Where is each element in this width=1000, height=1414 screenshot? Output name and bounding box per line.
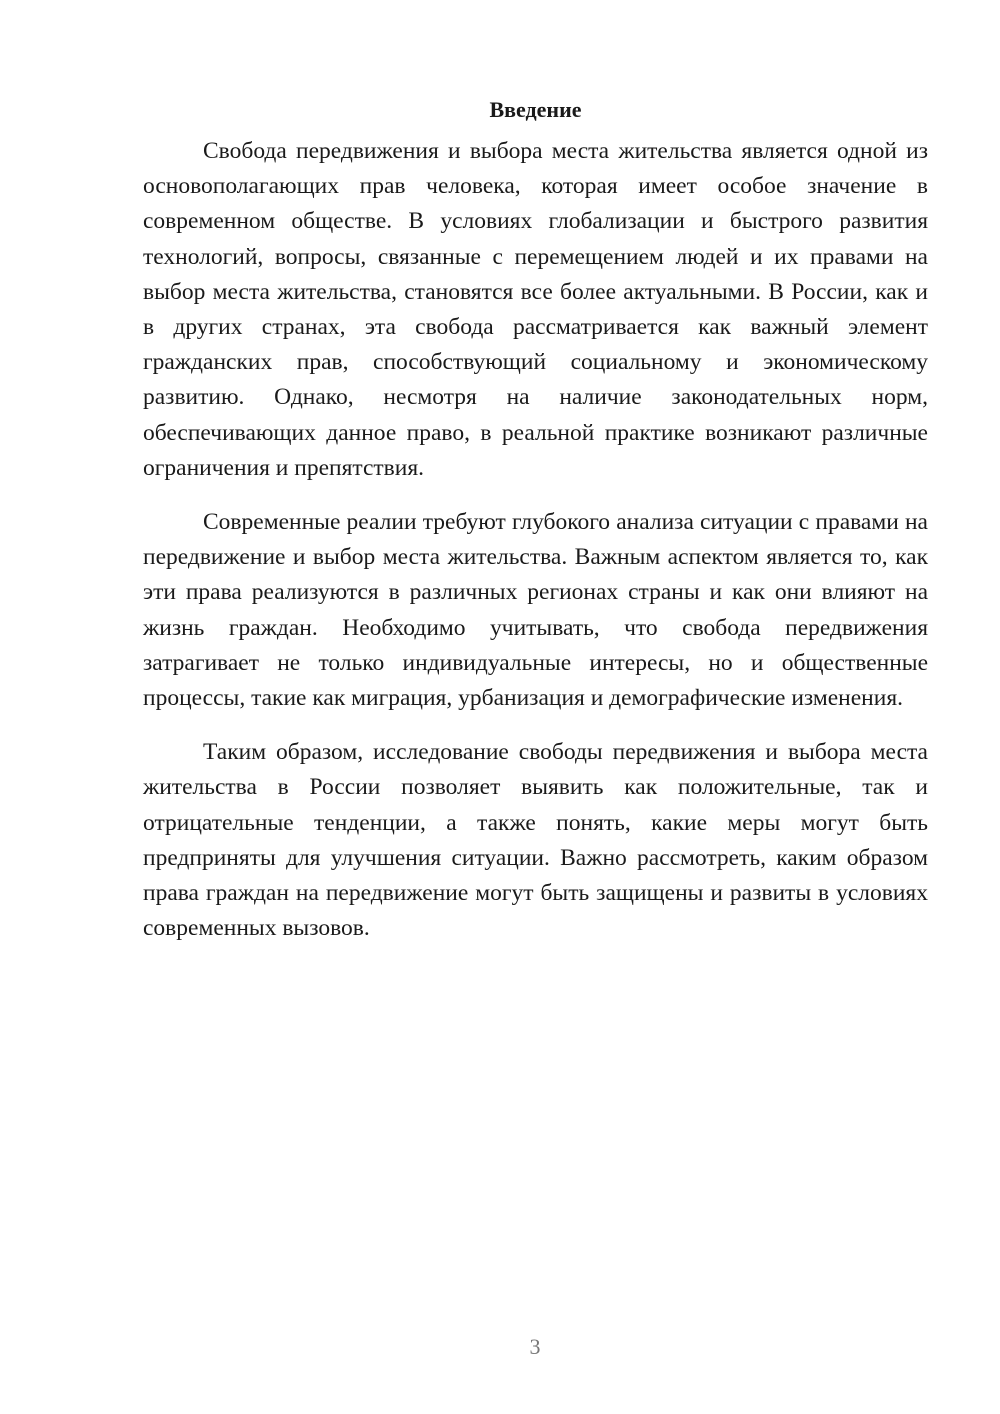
- page-number: 3: [529, 1334, 541, 1359]
- section-title: Введение: [489, 97, 582, 122]
- paragraph-3: Таким образом, исследование свободы передвижения и выбора места жительства в России позволяет выявить как положительные, так и отрицательные тенденции, а также понять, какие меры могут быть предприняты для улучшения ситуации. Важно рассмотреть, каким образом права граждан на передвижение могут быть защищены и развиты в условиях современных вызовов.: [143, 739, 928, 942]
- paragraph-1: Свобода передвижения и выбора места жительства является одной из основополагающих прав человека, которая имеет особое значение в современном обществе. В условиях глобализации и быстрого развития технологий, вопросы, связанные с перемещением людей и их правами на выбор места жительства, становятся все более актуальными. В России, как и в других странах, эта свобода рассматривается как важный элемент гражданских прав, способствующий социальному и экономическому развитию. Однако, несмотря на наличие законодательных норм, обеспечивающих данное право, в реальной практике возникают различные ограничения и препятствия.: [143, 138, 928, 481]
- paragraph-2: Современные реалии требуют глубокого анализа ситуации с правами на передвижение и выбор места жительства. Важным аспектом является то, как эти права реализуются в различных регионах страны и как они влияют на жизнь граждан. Необходимо учитывать, что свобода передвижения затрагивает не только индивидуальные интересы, но и общественные процессы, такие как миграция, урбанизация и демографические изменения.: [143, 509, 928, 712]
- page-content: [143, 94, 928, 946]
